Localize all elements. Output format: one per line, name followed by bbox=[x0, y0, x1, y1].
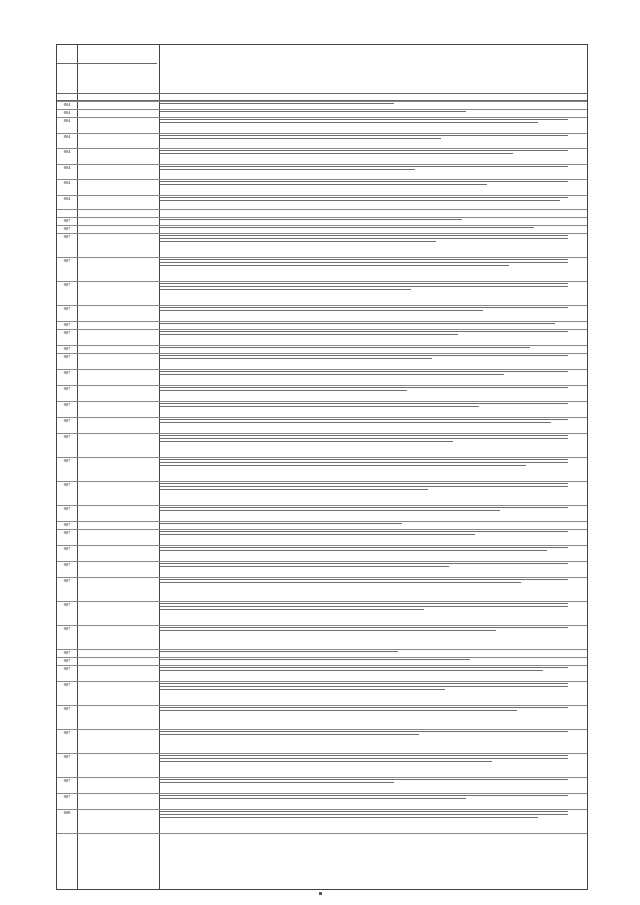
revenue-description-cell bbox=[160, 103, 585, 106]
admin-code-cell: 804 bbox=[63, 118, 71, 123]
revenue-description-cell bbox=[160, 419, 585, 422]
section-divider bbox=[57, 209, 587, 210]
table-row bbox=[57, 601, 587, 602]
table-row bbox=[57, 577, 587, 578]
table-row bbox=[57, 179, 587, 180]
table-row bbox=[57, 529, 587, 530]
section-divider bbox=[57, 833, 587, 834]
revenue-description-cell bbox=[160, 111, 585, 114]
admin-code-cell: 807 bbox=[63, 306, 71, 311]
table-row bbox=[57, 353, 587, 354]
revenue-description-cell bbox=[160, 483, 585, 486]
revenue-description-cell bbox=[160, 135, 585, 138]
admin-code-cell: 807 bbox=[63, 666, 71, 671]
column-divider bbox=[159, 45, 160, 889]
revenue-description-cell bbox=[160, 323, 585, 326]
admin-code-cell: 807 bbox=[63, 754, 71, 759]
admin-code-cell: 807 bbox=[63, 346, 71, 351]
table-row bbox=[57, 809, 587, 810]
revenue-description-cell bbox=[160, 547, 585, 550]
revenue-description-cell bbox=[160, 235, 585, 238]
revenue-description-cell bbox=[160, 627, 585, 630]
admin-code-cell: 807 bbox=[63, 226, 71, 231]
table-row bbox=[57, 195, 587, 196]
revenue-description-cell bbox=[160, 197, 585, 200]
admin-code-cell: 808 bbox=[63, 810, 71, 815]
revenue-description-cell bbox=[160, 150, 585, 153]
revenue-description-cell bbox=[160, 435, 585, 438]
table-row bbox=[57, 401, 587, 402]
admin-code-cell: 807 bbox=[63, 234, 71, 239]
table-row bbox=[57, 117, 587, 118]
admin-code-cell: 807 bbox=[63, 418, 71, 423]
table-row bbox=[57, 657, 587, 658]
revenue-description-cell bbox=[160, 659, 585, 662]
admin-code-cell: 807 bbox=[63, 658, 71, 663]
admin-code-cell: 804 bbox=[63, 165, 71, 170]
admin-code-cell: 807 bbox=[63, 778, 71, 783]
admin-code-cell: 807 bbox=[63, 434, 71, 439]
revenue-description-cell bbox=[160, 755, 585, 758]
revenue-description-cell bbox=[160, 403, 585, 406]
admin-code-cell: 807 bbox=[63, 482, 71, 487]
table-row bbox=[57, 385, 587, 386]
revenue-description-cell bbox=[160, 119, 585, 122]
table-row bbox=[57, 545, 587, 546]
table-row bbox=[57, 345, 587, 346]
table-row bbox=[57, 625, 587, 626]
table-row bbox=[57, 521, 587, 522]
admin-code-cell: 807 bbox=[63, 218, 71, 223]
revenue-description-cell bbox=[160, 811, 585, 814]
table-row bbox=[57, 109, 587, 110]
revenue-description-cell bbox=[160, 563, 585, 566]
revenue-description-cell bbox=[160, 347, 585, 350]
table-row bbox=[57, 433, 587, 434]
admin-code-cell: 807 bbox=[63, 706, 71, 711]
table-row bbox=[57, 481, 587, 482]
table-row bbox=[57, 101, 587, 102]
admin-code-cell: 804 bbox=[63, 180, 71, 185]
column-divider bbox=[77, 45, 78, 889]
admin-code-cell: 804 bbox=[63, 134, 71, 139]
admin-code-cell: 807 bbox=[63, 546, 71, 551]
revenue-description-cell bbox=[160, 683, 585, 686]
table-row bbox=[57, 164, 587, 165]
table-row bbox=[57, 457, 587, 458]
admin-code-cell: 807 bbox=[63, 578, 71, 583]
table-row bbox=[57, 225, 587, 226]
table-row bbox=[57, 133, 587, 134]
admin-code-cell: 807 bbox=[63, 530, 71, 535]
revenue-description-cell bbox=[160, 523, 585, 526]
table-row bbox=[57, 257, 587, 258]
table-row bbox=[57, 665, 587, 666]
revenue-description-cell bbox=[160, 731, 585, 734]
table-row bbox=[57, 681, 587, 682]
admin-code-cell: 807 bbox=[63, 354, 71, 359]
table-row bbox=[57, 233, 587, 234]
page-footer-mark bbox=[315, 892, 325, 896]
admin-code-cell: 804 bbox=[63, 196, 71, 201]
revenue-description-cell bbox=[160, 166, 585, 169]
admin-code-cell: 804 bbox=[63, 102, 71, 107]
revenue-description-cell bbox=[160, 181, 585, 184]
admin-code-cell: 807 bbox=[63, 602, 71, 607]
table-row bbox=[57, 777, 587, 778]
revenue-description-cell bbox=[160, 331, 585, 334]
table-row bbox=[57, 649, 587, 650]
admin-code-cell: 807 bbox=[63, 370, 71, 375]
admin-code-cell: 804 bbox=[63, 149, 71, 154]
revenue-description-cell bbox=[160, 219, 585, 222]
admin-code-cell: 807 bbox=[63, 506, 71, 511]
revenue-description-cell bbox=[160, 387, 585, 390]
table-row bbox=[57, 148, 587, 149]
admin-code-cell: 807 bbox=[63, 522, 71, 527]
admin-code-cell: 807 bbox=[63, 330, 71, 335]
admin-code-cell: 807 bbox=[63, 258, 71, 263]
admin-code-cell: 807 bbox=[63, 562, 71, 567]
table-row bbox=[57, 329, 587, 330]
revenue-description-cell bbox=[160, 355, 585, 358]
revenue-description-cell bbox=[160, 227, 585, 230]
revenue-description-cell bbox=[160, 579, 585, 582]
table-row bbox=[57, 369, 587, 370]
table-row bbox=[57, 321, 587, 322]
revenue-description-cell bbox=[160, 507, 585, 510]
table-row bbox=[57, 217, 587, 218]
table-row bbox=[57, 417, 587, 418]
table-row bbox=[57, 281, 587, 282]
revenue-description-cell bbox=[160, 283, 585, 286]
budget-table bbox=[56, 44, 588, 890]
table-row bbox=[57, 729, 587, 730]
admin-code-cell: 807 bbox=[63, 682, 71, 687]
admin-code-cell: 807 bbox=[63, 402, 71, 407]
revenue-description-cell bbox=[160, 795, 585, 798]
table-row bbox=[57, 505, 587, 506]
admin-code-cell: 807 bbox=[63, 794, 71, 799]
table-row bbox=[57, 793, 587, 794]
table-row bbox=[57, 561, 587, 562]
table-row bbox=[57, 705, 587, 706]
revenue-description-cell bbox=[160, 531, 585, 534]
revenue-description-cell bbox=[160, 651, 585, 654]
revenue-description-cell bbox=[160, 707, 585, 710]
admin-code-cell: 804 bbox=[63, 110, 71, 115]
admin-code-cell: 807 bbox=[63, 282, 71, 287]
revenue-description-cell bbox=[160, 371, 585, 374]
revenue-description-cell bbox=[160, 459, 585, 462]
revenue-description-cell bbox=[160, 603, 585, 606]
admin-code-cell: 807 bbox=[63, 458, 71, 463]
revenue-description-cell bbox=[160, 259, 585, 262]
revenue-description-cell bbox=[160, 667, 585, 670]
table-row bbox=[57, 753, 587, 754]
revenue-description-cell bbox=[160, 307, 585, 310]
admin-code-cell: 807 bbox=[63, 730, 71, 735]
admin-code-cell: 807 bbox=[63, 650, 71, 655]
admin-code-cell: 807 bbox=[63, 626, 71, 631]
admin-code-cell: 807 bbox=[63, 322, 71, 327]
admin-code-cell: 807 bbox=[63, 386, 71, 391]
table-row bbox=[57, 305, 587, 306]
revenue-description-cell bbox=[160, 779, 585, 782]
